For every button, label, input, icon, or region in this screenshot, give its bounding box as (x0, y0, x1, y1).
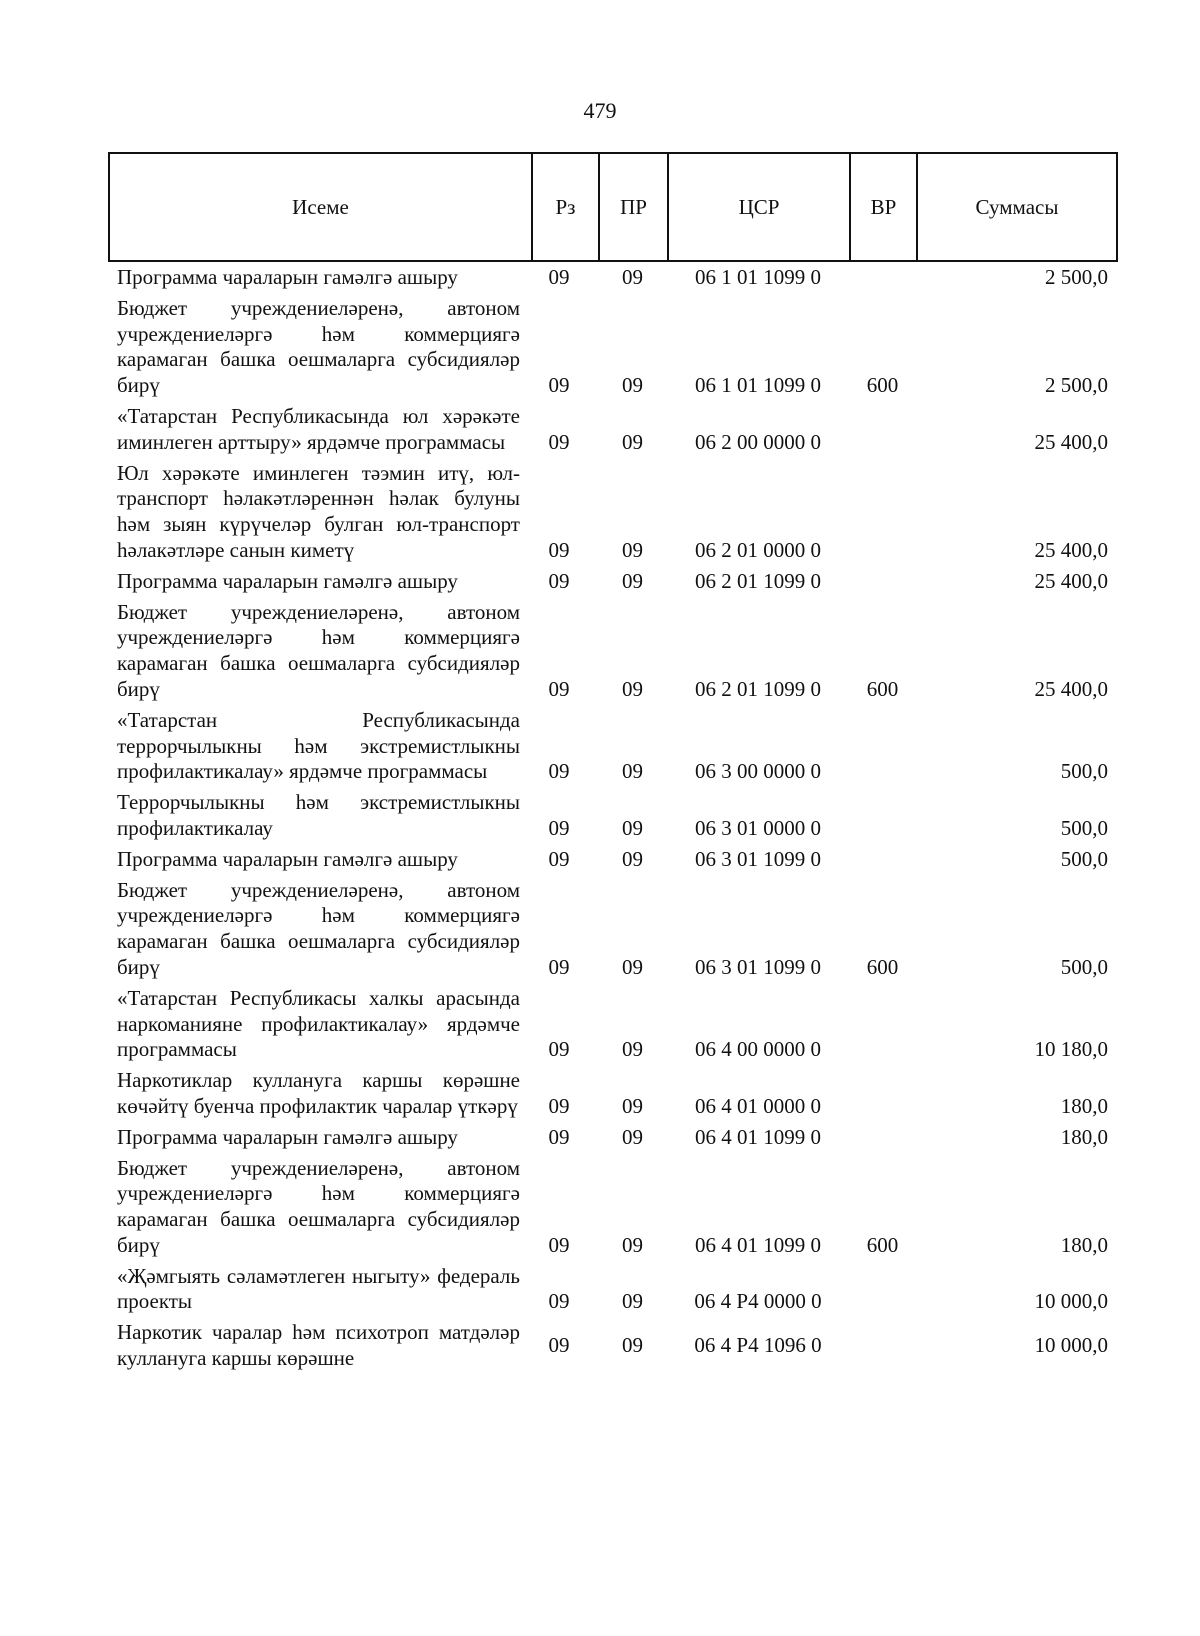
cell-name: Юл хәрәкәте иминлеген тәэмин итү, юл-транспорт һәлакәтләреннән һәлак булуны һәм зыян күрүчеләр булган юл-транспорт һәлакәтләре санын киметү (117, 460, 520, 562)
cell-name: Программа чараларын гамәлгә ашыру (117, 265, 458, 289)
cell-rz: 09 (548, 676, 570, 701)
header-vr: ВР (851, 154, 918, 260)
cell-name: Бюджет учреждениеләренә, автоном учреждениеләргә һәм коммерциягә карамаган башка оешмаларга субсидияләр бирү (117, 295, 520, 398)
cell-sum: 10 180,0 (1034, 1037, 1108, 1062)
cell-sum: 10 000,0 (1034, 1289, 1108, 1314)
cell-csr: 06 4 01 0000 0 (695, 1093, 821, 1118)
header-csr: ЦСР (669, 154, 851, 260)
cell-name: «Татарстан Республикасында юл хәрәкәте иминлеген арттыру» ярдәмче программасы (117, 403, 520, 454)
table-row (108, 1155, 1118, 1263)
cell-pr: 09 (622, 1124, 643, 1149)
table-row (108, 264, 1118, 295)
table-row (108, 877, 1118, 985)
cell-name: Бюджет учреждениеләренә, автоном учреждениеләргә һәм коммерциягә карамаган башка оешмаларга субсидияләр бирү (117, 599, 520, 701)
cell-pr: 09 (622, 1232, 643, 1257)
cell-csr: 06 4 01 1099 0 (695, 1124, 821, 1149)
header-pr: ПР (600, 154, 669, 260)
cell-name: Бюджет учреждениеләренә, автоном учреждениеләргә һәм коммерциягә карамаган башка оешмаларга субсидияләр бирү (117, 1155, 520, 1257)
header-sum: Суммасы (975, 194, 1059, 219)
cell-pr: 09 (622, 568, 643, 593)
cell-sum: 25 400,0 (1034, 676, 1108, 701)
table-row (108, 1124, 1118, 1155)
cell-sum: 500,0 (1060, 759, 1108, 784)
cell-sum: 180,0 (1060, 1093, 1108, 1118)
header-name: Исеме (110, 154, 533, 260)
cell-rz: 09 (548, 373, 570, 398)
cell-name: Наркотик чаралар һәм психотроп матдәләр куллануга каршы көрәшне (117, 1320, 520, 1371)
cell-sum: 25 400,0 (1034, 537, 1108, 562)
cell-csr: 06 3 01 0000 0 (695, 815, 821, 840)
table-row (108, 1067, 1118, 1124)
cell-sum: 180,0 (1060, 1124, 1108, 1149)
cell-rz: 09 (548, 1232, 570, 1257)
cell-csr: 06 3 00 0000 0 (695, 759, 821, 784)
cell-vr: 600 (866, 373, 899, 398)
table-row (108, 1263, 1118, 1320)
table-header (108, 152, 1118, 262)
cell-rz: 09 (548, 954, 570, 979)
cell-sum: 500,0 (1060, 954, 1108, 979)
cell-rz: 09 (548, 429, 570, 454)
cell-csr: 06 2 00 0000 0 (695, 429, 821, 454)
cell-name: «Җәмгыять сәламәтлеген ныгыту» федераль проекты (117, 1263, 520, 1314)
cell-pr: 09 (622, 759, 643, 784)
cell-pr: 09 (622, 429, 643, 454)
cell-name: Программа чараларын гамәлгә ашыру (117, 846, 458, 871)
cell-name: Программа чараларын гамәлгә ашыру (117, 568, 458, 593)
cell-sum: 180,0 (1060, 1232, 1108, 1257)
cell-name: Наркотиклар куллануга каршы көрәшне көчәйтү буенча профилактик чаралар үткәрү (117, 1068, 520, 1118)
cell-vr: 600 (866, 676, 899, 701)
cell-pr: 09 (622, 1037, 643, 1062)
cell-pr: 09 (622, 676, 643, 701)
cell-rz: 09 (548, 537, 570, 562)
table-row (108, 403, 1118, 460)
cell-csr: 06 3 01 1099 0 (695, 954, 821, 979)
cell-pr: 09 (622, 537, 643, 562)
cell-sum: 10 000,0 (1034, 1333, 1108, 1358)
page-number: 479 (583, 98, 617, 123)
table-row (108, 599, 1118, 707)
cell-pr: 09 (622, 954, 643, 979)
cell-csr: 06 4 Р4 0000 0 (694, 1289, 822, 1314)
table-row (108, 295, 1118, 403)
cell-rz: 09 (548, 265, 570, 289)
cell-csr: 06 4 01 1099 0 (695, 1232, 821, 1257)
cell-name: Бюджет учреждениеләренә, автоном учреждениеләргә һәм коммерциягә карамаган башка оешмаларга субсидияләр бирү (117, 877, 520, 979)
cell-csr: 06 2 01 0000 0 (695, 537, 821, 562)
table-row (108, 568, 1118, 599)
table-row (108, 789, 1118, 846)
cell-pr: 09 (622, 815, 643, 840)
cell-pr: 09 (622, 373, 643, 398)
cell-csr: 06 4 Р4 1096 0 (694, 1333, 822, 1358)
table-row (108, 1319, 1118, 1376)
cell-sum: 2 500,0 (1045, 265, 1108, 289)
cell-rz: 09 (548, 1289, 570, 1314)
table-row (108, 846, 1118, 877)
cell-pr: 09 (622, 1093, 643, 1118)
cell-rz: 09 (548, 568, 570, 593)
cell-rz: 09 (548, 1124, 570, 1149)
cell-pr: 09 (622, 1333, 643, 1358)
cell-rz: 09 (548, 846, 570, 871)
cell-rz: 09 (548, 815, 570, 840)
cell-name: Программа чараларын гамәлгә ашыру (117, 1124, 458, 1149)
cell-sum: 500,0 (1060, 815, 1108, 840)
header-rz: Рз (533, 154, 600, 260)
cell-vr: 600 (866, 954, 899, 979)
table-row (108, 985, 1118, 1067)
cell-sum: 25 400,0 (1034, 568, 1108, 593)
cell-pr: 09 (622, 265, 643, 289)
cell-name: «Татарстан Республикасы халкы арасында наркоманияне профилактикалау» ярдәмче программасы (117, 985, 520, 1062)
cell-vr: 600 (866, 1232, 899, 1257)
cell-name: Террорчылыкны һәм экстремистлыкны профилактикалау (117, 790, 520, 840)
cell-rz: 09 (548, 1037, 570, 1062)
cell-sum: 25 400,0 (1034, 429, 1108, 454)
cell-rz: 09 (548, 759, 570, 784)
cell-csr: 06 2 01 1099 0 (695, 676, 821, 701)
table-row (108, 460, 1118, 568)
table-body (108, 264, 1118, 1376)
cell-csr: 06 1 01 1099 0 (695, 373, 821, 398)
cell-csr: 06 3 01 1099 0 (695, 846, 821, 871)
cell-csr: 06 2 01 1099 0 (695, 568, 821, 593)
table-row (108, 707, 1118, 789)
cell-pr: 09 (622, 1289, 643, 1314)
cell-sum: 2 500,0 (1045, 373, 1108, 398)
cell-name: «Татарстан Республикасында террорчылыкны һәм экстремистлыкны профилактикалау» ярдәмче программасы (117, 707, 520, 784)
cell-rz: 09 (548, 1333, 570, 1358)
cell-sum: 500,0 (1060, 846, 1108, 871)
cell-rz: 09 (548, 1093, 570, 1118)
cell-csr: 06 1 01 1099 0 (695, 265, 821, 289)
cell-csr: 06 4 00 0000 0 (695, 1037, 821, 1062)
cell-pr: 09 (622, 846, 643, 871)
